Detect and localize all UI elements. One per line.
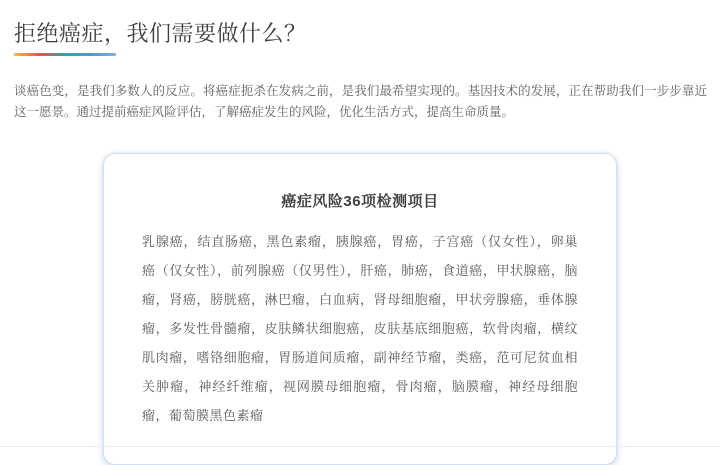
page-title: 拒绝癌症，我们需要做什么？ bbox=[14, 21, 307, 46]
intro-paragraph: 谈癌色变，是我们多数人的反应。将癌症扼杀在发病之前，是我们最希望实现的。基因技术的发展，正在帮助我们一步步靠近这一愿景。通过提前癌症风险评估，了解癌症发生的风险，优化生活方式，提高生命质量。 bbox=[14, 84, 707, 119]
card-items-text: 乳腺癌，结直肠癌，黑色素瘤，胰腺癌，胃癌，子宫癌（仅女性），卵巢癌（仅女性），前列腺癌（仅男性），肝癌，肺癌，食道癌，甲状腺癌，脑瘤，肾癌，膀胱癌，淋巴瘤，白血病，肾母细胞瘤，甲状旁腺癌，垂体腺瘤，多发性骨髓瘤，皮肤鳞状细胞癌，皮肤基底细胞癌，软骨肉瘤，横纹肌肉瘤，嗜铬细胞瘤，胃肠道间质瘤，副神经节瘤，类癌，范可尼贫血相关肿瘤，神经纤维瘤，视网膜母细胞瘤，骨肉瘤，脑膜瘤，神经母细胞瘤，葡萄膜黑色素瘤 bbox=[142, 234, 578, 423]
card-title: 癌症风险36项检测项目 bbox=[281, 193, 439, 210]
cancer-screening-card bbox=[103, 153, 617, 465]
title-underline-decoration bbox=[14, 53, 116, 56]
page bbox=[0, 21, 720, 449]
bottom-divider bbox=[0, 446, 720, 447]
